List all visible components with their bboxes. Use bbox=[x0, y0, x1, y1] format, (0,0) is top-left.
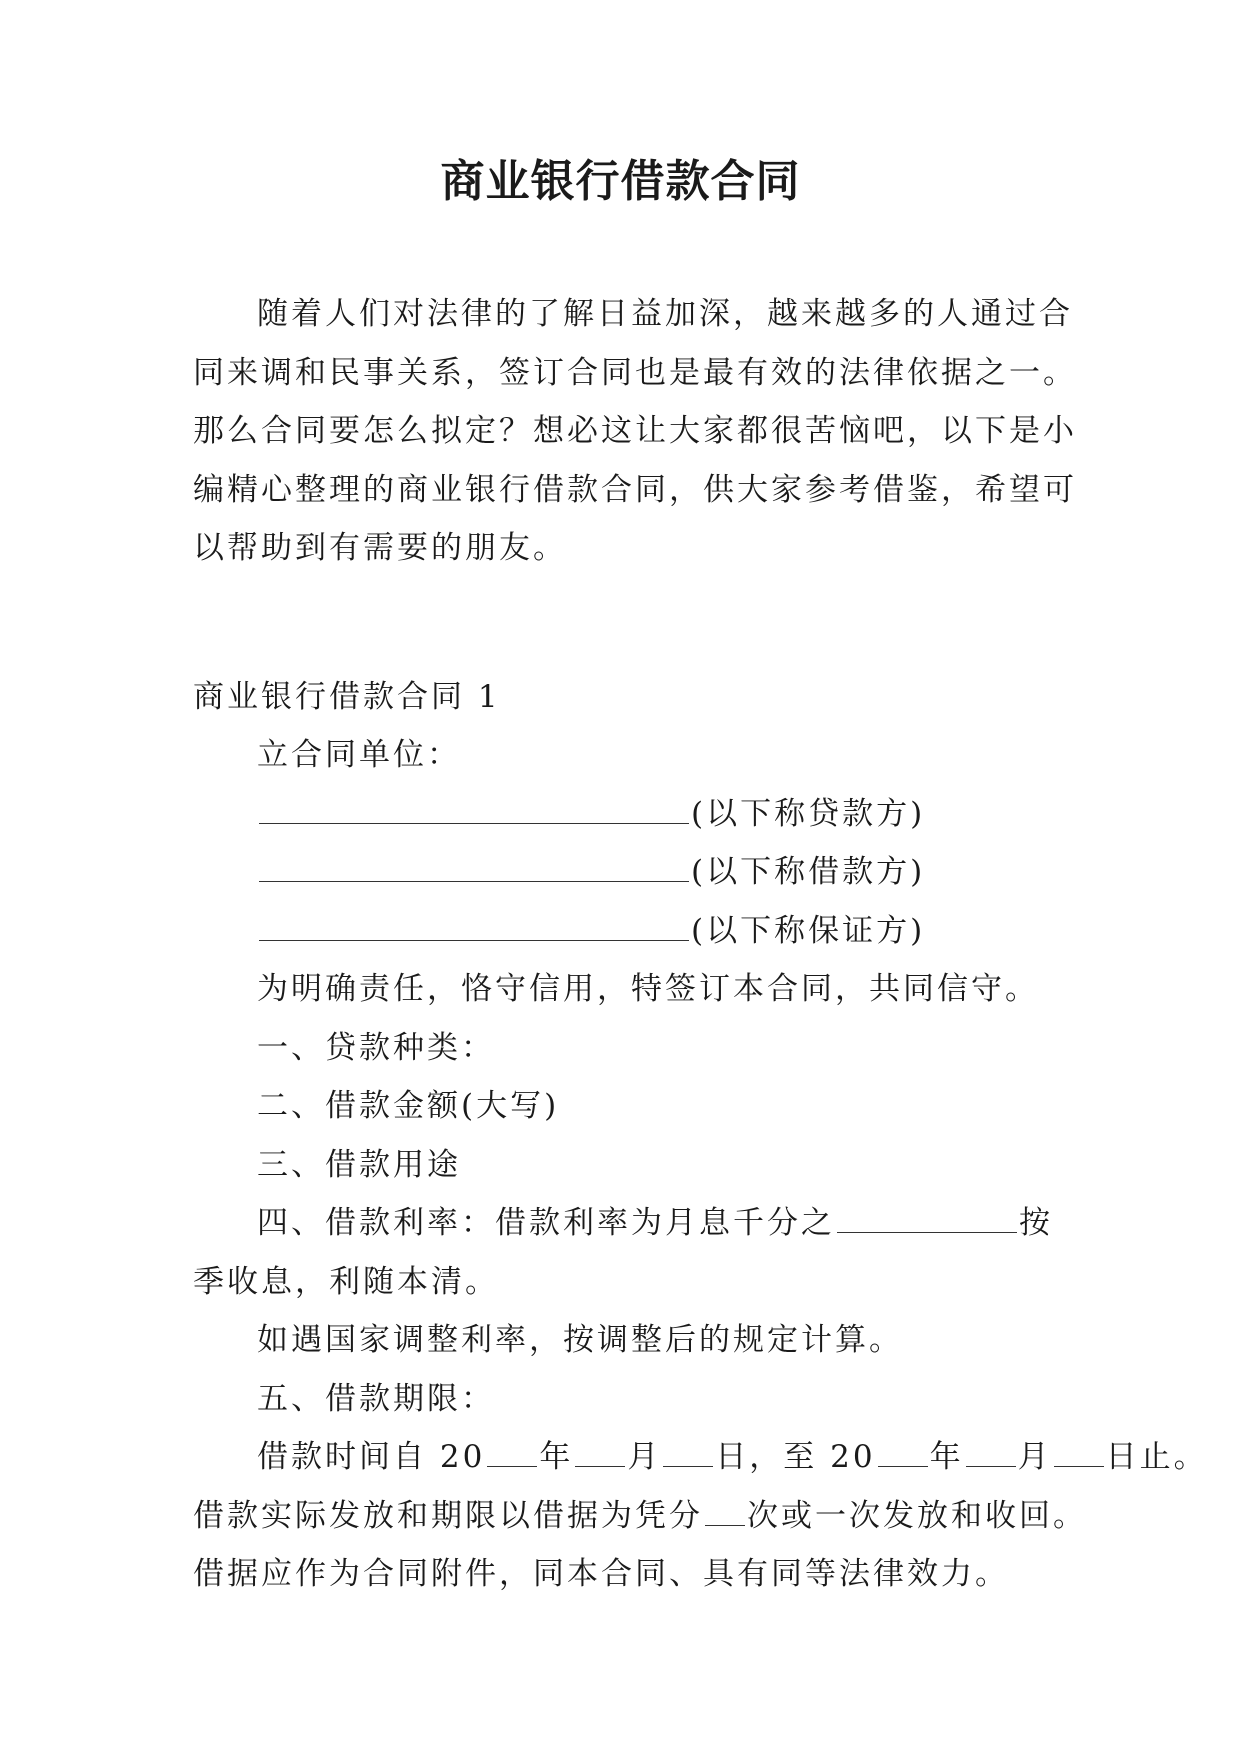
intro-line-5: 以帮助到有需要的朋友。 bbox=[193, 530, 567, 566]
intro-line-3: 那么合同要怎么拟定？想必这让大家都很苦恼吧，以下是小 bbox=[193, 413, 1077, 449]
term-text: 月 bbox=[1017, 1439, 1052, 1475]
blank-field bbox=[663, 1465, 713, 1467]
blank-field bbox=[705, 1524, 745, 1526]
party-lender-line bbox=[193, 785, 1073, 844]
term-text: 年 bbox=[539, 1439, 574, 1475]
clause-4-line-2: 季收息，利随本清。 bbox=[193, 1263, 499, 1300]
party-guarantor-line bbox=[193, 902, 1073, 961]
blank-field bbox=[837, 1231, 1017, 1233]
clause-4-text: 四、借款利率：借款利率为月息千分之 bbox=[257, 1205, 835, 1241]
blank-field bbox=[575, 1465, 625, 1467]
term-line-1 bbox=[193, 1428, 1208, 1487]
term-text: 月 bbox=[627, 1439, 662, 1475]
blank-field bbox=[259, 822, 689, 824]
term-text: 借款实际发放和期限以借据为凭分 bbox=[193, 1497, 703, 1534]
purpose-statement: 为明确责任，恪守信用，特签订本合同，共同信守。 bbox=[257, 971, 1039, 1007]
clause-3: 三、借款用途 bbox=[257, 1146, 461, 1183]
term-line-3: 借据应作为合同附件，同本合同、具有同等法律效力。 bbox=[193, 1556, 1009, 1592]
intro-line-2: 同来调和民事关系，签订合同也是最有效的法律依据之一。 bbox=[193, 354, 1077, 391]
clause-2: 二、借款金额(大写) bbox=[257, 1088, 560, 1124]
intro-line-4: 编精心整理的商业银行借款合同，供大家参考借鉴，希望可 bbox=[193, 471, 1077, 508]
clause-4-line-1 bbox=[193, 1194, 1073, 1253]
term-text: 次或一次发放和收回。 bbox=[747, 1497, 1087, 1534]
clause-4-text-end: 按 bbox=[1019, 1205, 1053, 1241]
document-body bbox=[193, 285, 1208, 1604]
blank-field bbox=[1054, 1465, 1104, 1467]
blank-field bbox=[878, 1465, 928, 1467]
term-text: 日止。 bbox=[1105, 1439, 1208, 1475]
blank-field bbox=[259, 939, 689, 941]
term-text: 年 bbox=[929, 1439, 964, 1475]
intro-line-1: 随着人们对法律的了解日益加深，越来越多的人通过合 bbox=[257, 296, 1073, 332]
blank-field bbox=[966, 1465, 1016, 1467]
spacer bbox=[193, 578, 1073, 668]
parties-label: 立合同单位： bbox=[257, 737, 461, 773]
rate-adjust: 如遇国家调整利率，按调整后的规定计算。 bbox=[257, 1322, 903, 1358]
blank-field bbox=[487, 1465, 537, 1467]
party-borrower-line bbox=[193, 843, 1073, 902]
term-line-2 bbox=[193, 1487, 1087, 1546]
party-guarantor-label: (以下称保证方) bbox=[691, 912, 926, 949]
clause-1: 一、贷款种类： bbox=[257, 1029, 495, 1066]
term-text: 日，至 20 bbox=[715, 1439, 876, 1475]
clause-5: 五、借款期限： bbox=[257, 1380, 495, 1417]
section-heading: 商业银行借款合同 1 bbox=[193, 678, 501, 715]
party-lender-label: (以下称贷款方) bbox=[691, 795, 926, 832]
document-title: 商业银行借款合同 bbox=[440, 156, 801, 207]
blank-field bbox=[259, 880, 689, 882]
term-text: 借款时间自 20 bbox=[257, 1439, 486, 1475]
party-borrower-label: (以下称借款方) bbox=[691, 854, 926, 890]
